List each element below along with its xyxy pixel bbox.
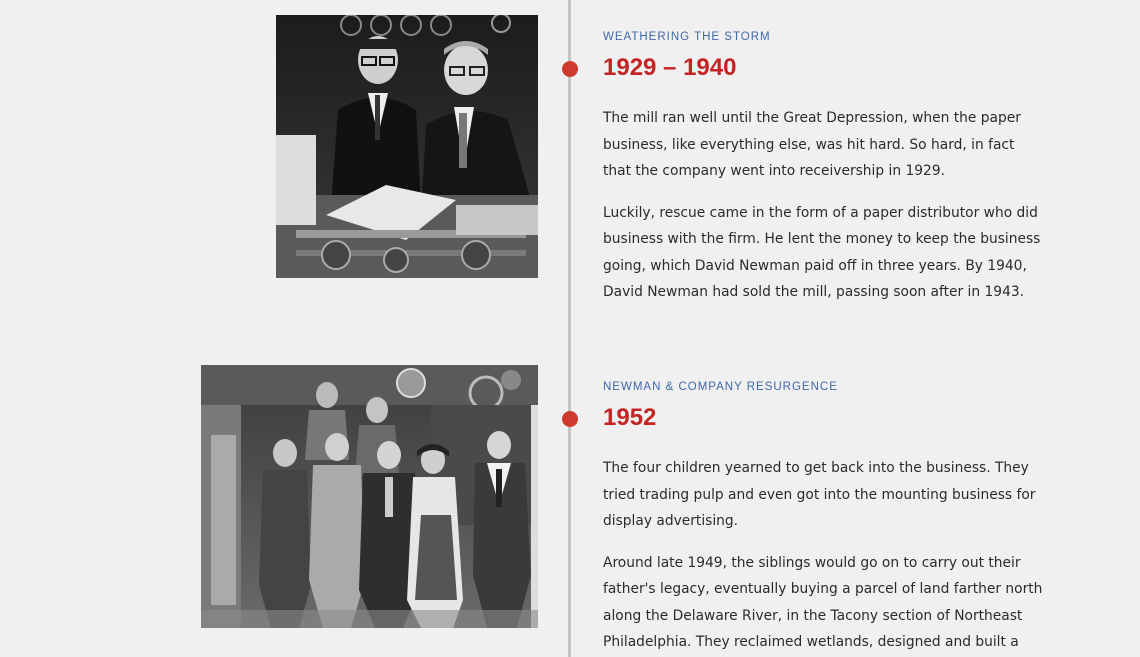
photo-mill-workers-image [201, 365, 538, 628]
timeline-dot-1952 [562, 411, 578, 427]
photo-two-men-image [276, 15, 538, 278]
entry-paragraph: The mill ran well until the Great Depression, when the paper business, like everything else, was hit hard. So hard, in fact that the company went into receivership in 1929. [603, 110, 1021, 179]
timeline-line [568, 0, 571, 657]
entry-eyebrow: NEWMAN & COMPANY RESURGENCE [603, 381, 838, 393]
entry-paragraph: Around late 1949, the siblings would go on to carry out their father's legacy, eventually buying a parcel of land farther north along the Delaware River, in the Tacony section of Northeast Philadelphia. They reclaimed wetlands, designed and built a [603, 554, 1043, 650]
entry-paragraph: Luckily, rescue came in the form of a paper distributor who did business with the firm. He lent the money to keep the business going, which David Newman paid off in three years. By 1940, David Newman had sold the mill, passing soon after in 1943. [603, 204, 1041, 300]
entry-year: 1929 – 1940 [603, 54, 737, 81]
historic-photo-two-men [276, 15, 538, 278]
entry-paragraph: The four children yearned to get back into the business. They tried trading pulp and even got into the mounting business for display advertising. [603, 460, 1036, 529]
timeline-entry-1952 [603, 380, 1043, 656]
entry-year: 1952 [603, 404, 657, 431]
historic-photo-mill-workers [201, 365, 538, 628]
timeline-entry-1929 [603, 30, 1043, 306]
entry-eyebrow: WEATHERING THE STORM [603, 31, 771, 43]
timeline-dot-1929 [562, 61, 578, 77]
